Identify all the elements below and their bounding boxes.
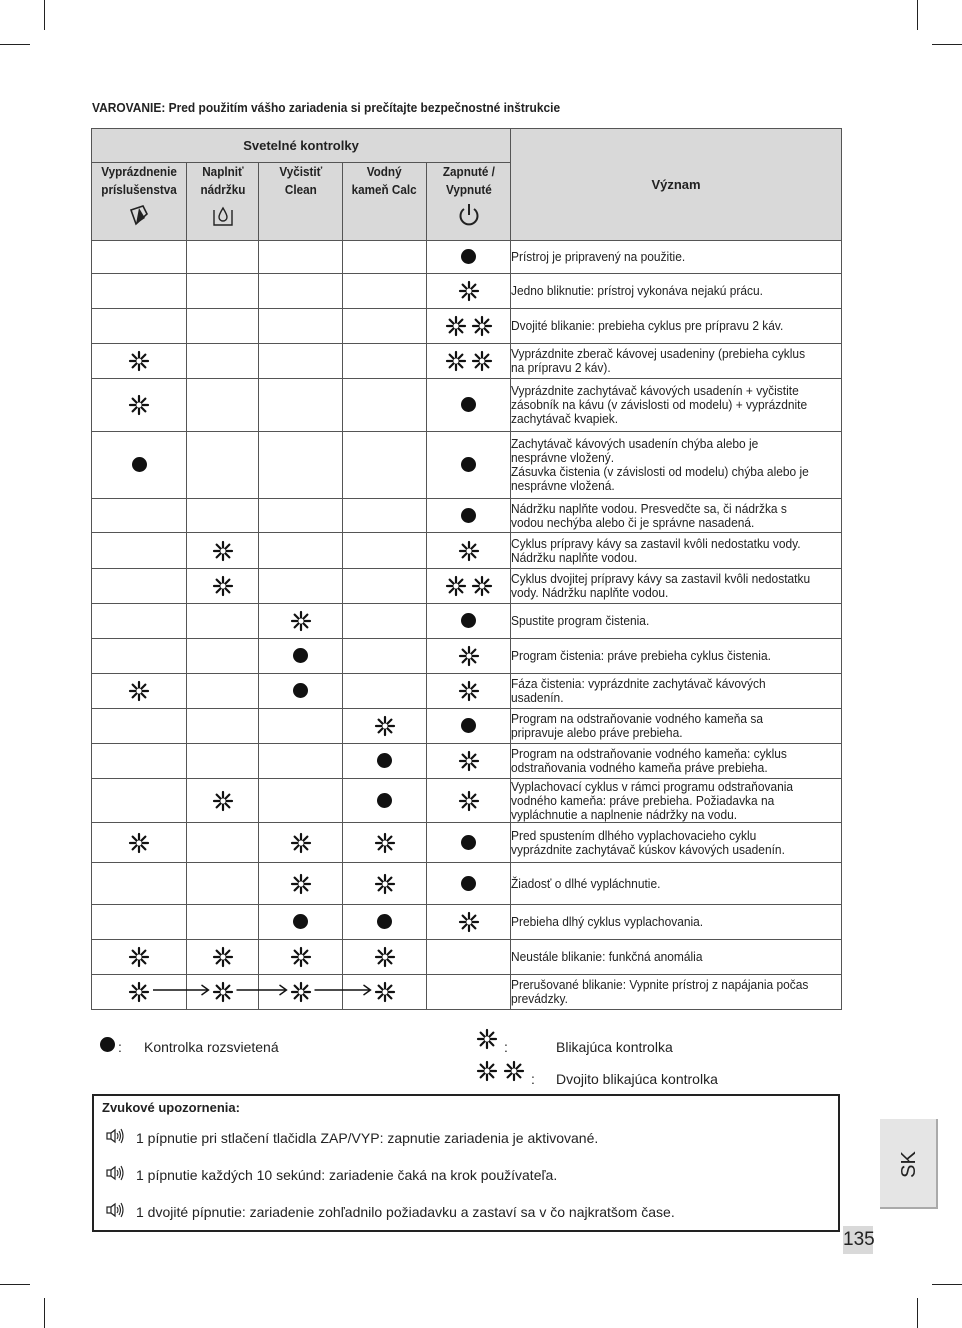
light-cell xyxy=(343,274,427,309)
light-cell xyxy=(427,709,511,744)
blinking-light-icon xyxy=(471,575,493,597)
sound-alert-text: 1 dvojité pípnutie: zariadenie zohľadnilo požiadavku a zastaví sa v čo najkratšom čase. xyxy=(136,1203,675,1220)
sound-alerts-box xyxy=(92,1094,840,1232)
meaning-cell xyxy=(511,533,842,569)
meaning-text: Neustále blikanie: funkčná anomália xyxy=(511,949,703,964)
crop-mark xyxy=(44,0,45,30)
blinking-light-icon xyxy=(374,981,396,1003)
legend-colon: : xyxy=(504,1039,508,1055)
table-row xyxy=(92,639,842,674)
table-row xyxy=(92,823,842,863)
light-cell xyxy=(187,241,259,274)
meaning-text: Vyprázdnite zberač kávovej usadeniny (prebieha cyklus na prípravu 2 káv). xyxy=(511,346,806,375)
light-cell xyxy=(92,274,187,309)
blinking-light-icon xyxy=(458,911,480,933)
blinking-light-icon xyxy=(128,394,150,416)
crop-mark xyxy=(932,1284,962,1285)
speaker-icon xyxy=(106,1165,126,1184)
light-cell xyxy=(259,499,343,533)
light-cell xyxy=(259,674,343,709)
light-cell xyxy=(92,432,187,499)
meaning-text: Program na odstraňovanie vodného kameňa: cyklus odstraňovania vodného kameňa práve prebieha. xyxy=(511,746,787,775)
light-cell xyxy=(259,533,343,569)
meaning-text: Dvojité blikanie: prebieha cyklus pre prípravu 2 káv. xyxy=(511,318,784,333)
light-cell xyxy=(187,744,259,779)
light-cell xyxy=(259,379,343,432)
legend-steady-label: Kontrolka rozsvietená xyxy=(144,1039,279,1055)
meaning-cell xyxy=(511,975,842,1010)
light-cell xyxy=(259,905,343,940)
light-cell xyxy=(427,274,511,309)
column-header xyxy=(427,163,511,241)
steady-light-icon xyxy=(293,683,308,698)
meaning-cell xyxy=(511,274,842,309)
legend-double-blinking-label: Dvojito blikajúca kontrolka xyxy=(556,1071,718,1087)
light-cell xyxy=(92,499,187,533)
sound-alert-text: 1 pípnutie pri stlačení tlačidla ZAP/VYP: zapnutie zariadenia je aktivované. xyxy=(136,1129,599,1146)
light-cell xyxy=(343,241,427,274)
light-cell xyxy=(343,569,427,604)
light-cell xyxy=(92,674,187,709)
light-cell xyxy=(259,344,343,379)
light-cell xyxy=(92,569,187,604)
table-row xyxy=(92,569,842,604)
light-cell xyxy=(92,863,187,905)
light-cell xyxy=(427,241,511,274)
light-cell xyxy=(259,779,343,823)
meaning-cell xyxy=(511,604,842,639)
light-cell xyxy=(427,940,511,975)
blinking-light-icon xyxy=(374,715,396,737)
light-cell xyxy=(92,905,187,940)
meaning-cell xyxy=(511,709,842,744)
light-cell xyxy=(92,309,187,344)
steady-light-icon xyxy=(132,457,147,472)
meaning-text: Žiadosť o dlhé vypláchnutie. xyxy=(511,875,661,891)
sound-alert-text: 1 pípnutie každých 10 sekúnd: zariadenie čaká na krok používateľa. xyxy=(136,1166,558,1183)
meaning-text: Nádržku naplňte vodou. Presvedčte sa, či nádržka s vodou nechýba alebo či je správne nasadená. xyxy=(511,500,787,530)
light-cell xyxy=(92,344,187,379)
language-tab xyxy=(880,1119,938,1209)
light-cell xyxy=(427,823,511,863)
meaning-cell xyxy=(511,940,842,975)
light-cell xyxy=(187,639,259,674)
safety-warning: VAROVANIE: Pred použitím vášho zariadenia si prečítajte bezpečnostné inštrukcie xyxy=(92,100,561,115)
blinking-light-icon xyxy=(445,350,467,372)
steady-light-icon xyxy=(461,508,476,523)
light-cell xyxy=(92,604,187,639)
power-icon xyxy=(427,202,510,233)
light-cell xyxy=(92,241,187,274)
meaning-cell xyxy=(511,744,842,779)
light-cell xyxy=(343,863,427,905)
light-cell xyxy=(427,344,511,379)
meaning-cell xyxy=(511,569,842,604)
table-row xyxy=(92,274,842,309)
table-row xyxy=(92,863,842,905)
light-cell xyxy=(187,823,259,863)
blinking-light-icon xyxy=(471,350,493,372)
light-cell xyxy=(343,432,427,499)
light-cell xyxy=(187,674,259,709)
meaning-cell xyxy=(511,639,842,674)
sound-alerts-title: Zvukové upozornenia: xyxy=(102,1100,240,1115)
blinking-light-icon xyxy=(290,832,312,854)
light-cell xyxy=(427,379,511,432)
light-cell xyxy=(427,432,511,499)
meaning-text: Cyklus dvojitej prípravy kávy sa zastavil kvôli nedostatku vody. Nádržku naplňte vodou. xyxy=(511,571,811,600)
light-cell xyxy=(259,309,343,344)
blinking-light-icon xyxy=(128,350,150,372)
table-row xyxy=(92,241,842,274)
light-cell xyxy=(343,779,427,823)
meaning-cell xyxy=(511,432,842,499)
light-cell xyxy=(187,863,259,905)
light-cell xyxy=(343,823,427,863)
meaning-text: Spustite program čistenia. xyxy=(511,613,650,628)
light-cell xyxy=(343,604,427,639)
indicator-lights-header: Svetelné kontrolky xyxy=(92,129,511,163)
meaning-cell xyxy=(511,309,842,344)
steady-light-icon xyxy=(377,914,392,929)
blinking-light-icon xyxy=(458,645,480,667)
legend-colon: : xyxy=(118,1039,122,1055)
light-cell xyxy=(427,499,511,533)
light-cell xyxy=(187,274,259,309)
steady-light-icon xyxy=(293,648,308,663)
blinking-light-icon xyxy=(458,750,480,772)
blinking-light-icon xyxy=(128,946,150,968)
legend-colon: : xyxy=(531,1071,535,1087)
meaning-cell xyxy=(511,863,842,905)
blinking-light-icon xyxy=(374,946,396,968)
light-cell xyxy=(343,533,427,569)
column-header-label: Vyprázdnenie príslušenstva xyxy=(101,164,177,197)
light-cell xyxy=(427,674,511,709)
light-cell xyxy=(427,639,511,674)
light-cell xyxy=(92,744,187,779)
light-cell xyxy=(427,604,511,639)
speaker-icon xyxy=(106,1202,126,1221)
crop-mark xyxy=(917,1298,918,1328)
crop-mark xyxy=(44,1298,45,1328)
steady-light-icon xyxy=(461,613,476,628)
language-code: SK xyxy=(897,1151,920,1178)
light-cell xyxy=(427,744,511,779)
column-header-label: Vyčistiť Clean xyxy=(279,164,322,197)
column-header-label: Zapnuté / Vypnuté xyxy=(442,164,495,197)
cup-icon xyxy=(92,202,186,233)
light-cell xyxy=(259,639,343,674)
light-cell xyxy=(427,533,511,569)
blinking-light-icon xyxy=(445,315,467,337)
light-cell xyxy=(343,499,427,533)
column-header xyxy=(92,163,187,241)
steady-light-icon xyxy=(377,793,392,808)
light-cell xyxy=(427,863,511,905)
table-row xyxy=(92,744,842,779)
steady-light-icon xyxy=(461,457,476,472)
meaning-text: Pred spustením dlhého vyplachovacieho cyklu vyprázdnite zachytávač kúskov kávových usadenín. xyxy=(511,827,785,857)
speaker-icon xyxy=(106,1128,126,1147)
column-header-label: Vodný kameň Calc xyxy=(351,164,418,197)
light-cell xyxy=(187,432,259,499)
crop-mark xyxy=(0,44,30,45)
steady-light-icon xyxy=(293,914,308,929)
blinking-light-icon xyxy=(212,946,234,968)
table-row xyxy=(92,344,842,379)
light-cell xyxy=(259,241,343,274)
meaning-cell xyxy=(511,823,842,863)
light-cell xyxy=(343,744,427,779)
light-cell xyxy=(343,379,427,432)
steady-light-icon xyxy=(461,397,476,412)
meaning-text: Cyklus prípravy kávy sa zastavil kvôli nedostatku vody. Nádržku naplňte vodou. xyxy=(511,535,801,565)
table-row xyxy=(92,309,842,344)
table-row xyxy=(92,940,842,975)
table-row xyxy=(92,905,842,940)
blinking-light-icon xyxy=(458,540,480,562)
table-row xyxy=(92,709,842,744)
steady-light-icon xyxy=(461,249,476,264)
light-cell xyxy=(259,863,343,905)
blinking-light-icon xyxy=(128,680,150,702)
light-cell xyxy=(343,905,427,940)
column-header-label: Naplniť nádržku xyxy=(200,164,245,197)
blinking-light-icon xyxy=(458,790,480,812)
light-cell xyxy=(343,709,427,744)
steady-light-icon xyxy=(461,876,476,891)
table-row xyxy=(92,432,842,499)
table-row xyxy=(92,779,842,823)
blinking-light-icon xyxy=(290,946,312,968)
light-cell xyxy=(92,940,187,975)
light-cell xyxy=(187,779,259,823)
sound-alert-item xyxy=(106,1202,675,1221)
meaning-header: Význam xyxy=(511,129,842,241)
legend-blinking-label: Blikajúca kontrolka xyxy=(556,1039,673,1055)
light-cell xyxy=(187,604,259,639)
light-cell xyxy=(259,604,343,639)
table-row xyxy=(92,379,842,432)
light-cell xyxy=(92,639,187,674)
meaning-text: Prerušované blikanie: Vypnite prístroj z napájania počas prevádzky. xyxy=(511,977,809,1006)
light-cell xyxy=(427,905,511,940)
light-cell xyxy=(92,709,187,744)
steady-light-icon xyxy=(377,753,392,768)
light-cell xyxy=(427,779,511,823)
light-cell xyxy=(92,379,187,432)
light-cell xyxy=(259,940,343,975)
sound-alert-item xyxy=(106,1165,557,1184)
blinking-light-icon xyxy=(290,981,312,1003)
sound-alert-item xyxy=(106,1128,598,1147)
column-header xyxy=(259,163,343,241)
meaning-cell xyxy=(511,499,842,533)
light-cell xyxy=(187,569,259,604)
light-cell xyxy=(187,309,259,344)
light-cell xyxy=(259,274,343,309)
blinking-light-icon xyxy=(290,610,312,632)
legend-star-icon xyxy=(476,1028,498,1050)
meaning-cell xyxy=(511,905,842,940)
meaning-text: Program na odstraňovanie vodného kameňa sa pripravuje alebo práve prebieha. xyxy=(511,711,764,740)
water-drop-icon xyxy=(187,202,258,233)
steady-light-icon xyxy=(461,718,476,733)
blinking-light-icon xyxy=(212,790,234,812)
light-cell xyxy=(427,309,511,344)
meaning-cell xyxy=(511,241,842,274)
light-cell xyxy=(92,823,187,863)
light-cell xyxy=(259,432,343,499)
light-cell xyxy=(187,975,259,1010)
indicator-lights-table xyxy=(91,128,842,1010)
legend-double-star-icon xyxy=(476,1060,498,1082)
light-cell xyxy=(343,674,427,709)
table-row xyxy=(92,533,842,569)
crop-mark xyxy=(917,0,918,30)
light-cell xyxy=(427,569,511,604)
blinking-light-icon xyxy=(128,981,150,1003)
light-cell xyxy=(92,533,187,569)
light-cell xyxy=(343,940,427,975)
blinking-light-icon xyxy=(212,540,234,562)
light-cell xyxy=(259,744,343,779)
table-row xyxy=(92,674,842,709)
light-cell xyxy=(427,975,511,1010)
light-cell xyxy=(343,639,427,674)
light-cell xyxy=(187,344,259,379)
steady-light-icon xyxy=(461,835,476,850)
light-cell xyxy=(343,344,427,379)
light-cell xyxy=(259,975,343,1010)
table-row xyxy=(92,499,842,533)
meaning-cell xyxy=(511,344,842,379)
meaning-text: Prebieha dlhý cyklus vyplachovania. xyxy=(511,914,704,929)
blinking-light-icon xyxy=(212,575,234,597)
light-cell xyxy=(187,379,259,432)
light-cell xyxy=(259,709,343,744)
light-cell xyxy=(343,975,427,1010)
meaning-cell xyxy=(511,379,842,432)
light-cell xyxy=(92,975,187,1010)
meaning-text: Jedno bliknutie: prístroj vykonáva nejakú prácu. xyxy=(511,283,764,298)
crop-mark xyxy=(0,1284,30,1285)
table-row xyxy=(92,604,842,639)
light-cell xyxy=(187,940,259,975)
crop-mark xyxy=(932,44,962,45)
blinking-light-icon xyxy=(458,680,480,702)
column-header xyxy=(343,163,427,241)
light-cell xyxy=(187,499,259,533)
light-cell xyxy=(187,905,259,940)
meaning-cell xyxy=(511,674,842,709)
blinking-light-icon xyxy=(445,575,467,597)
light-cell xyxy=(92,779,187,823)
meaning-text: Prístroj je pripravený na použitie. xyxy=(511,249,686,264)
page-number: 135 xyxy=(843,1226,873,1254)
light-cell xyxy=(343,309,427,344)
blinking-light-icon xyxy=(128,832,150,854)
meaning-text: Zachytávač kávových usadenín chýba alebo je nesprávne vložený. Zásuvka čistenia (v závislosti od modelu) chýba alebo je nesprávne vložená. xyxy=(511,436,809,493)
blinking-light-icon xyxy=(471,315,493,337)
meaning-cell xyxy=(511,779,842,823)
light-cell xyxy=(259,823,343,863)
meaning-text: Vyprázdnite zachytávač kávových usadenín + vyčistite zásobník na kávu (v závislosti od modelu) + vyprázdnite zachytávač kvapiek. xyxy=(511,383,808,426)
blinking-light-icon xyxy=(374,873,396,895)
legend-double-star-icon xyxy=(503,1060,525,1082)
blinking-light-icon xyxy=(458,280,480,302)
light-cell xyxy=(187,709,259,744)
light-cell xyxy=(187,533,259,569)
meaning-text: Program čistenia: práve prebieha cyklus čistenia. xyxy=(511,648,771,663)
blinking-light-icon xyxy=(290,873,312,895)
column-header xyxy=(187,163,259,241)
meaning-text: Vyplachovací cyklus v rámci programu odstraňovania vodného kameňa: práve prebieha. Požiadavka na vypláchnutie a naplnenie nádržky na vodu. xyxy=(511,778,794,822)
meaning-text: Fáza čistenia: vyprázdnite zachytávač kávových usadenín. xyxy=(511,676,766,705)
blinking-light-icon xyxy=(374,832,396,854)
legend-dot-icon xyxy=(100,1037,115,1052)
table-row xyxy=(92,975,842,1010)
light-cell xyxy=(259,569,343,604)
blinking-light-icon xyxy=(212,981,234,1003)
